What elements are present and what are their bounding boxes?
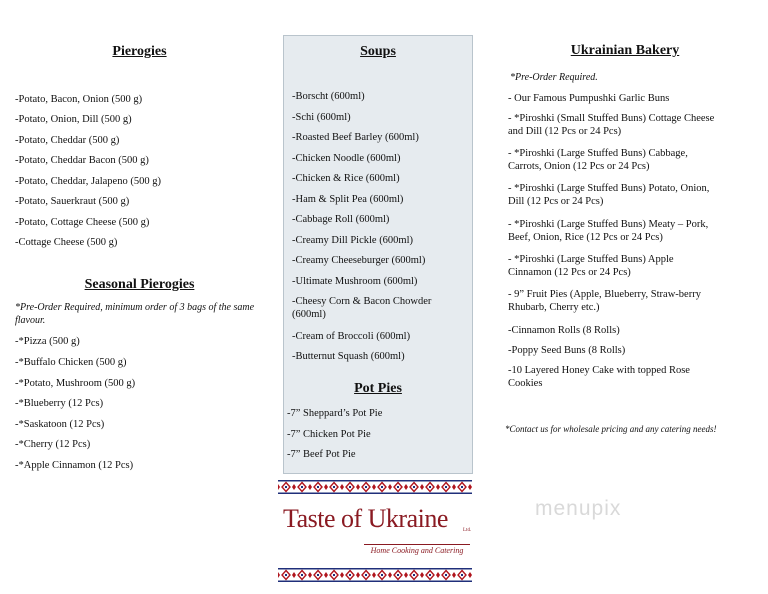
menu-item: -10 Layered Honey Cake with topped Rose Cookies [508, 365, 690, 389]
menu-item: - *Piroshki (Small Stuffed Buns) Cottage Cheese and Dill (12 Pcs or 24 Pcs) [508, 113, 715, 137]
menu-item: -Ultimate Mushroom (600ml) [292, 276, 418, 287]
menu-item: -Potato, Cheddar, Jalapeno (500 g) [15, 176, 161, 187]
menu-item: -*Cherry (12 Pcs) [15, 439, 91, 450]
menu-item: - *Piroshki (Large Stuffed Buns) Meaty – Pork, Beef, Onion, Rice (12 Pcs or 24 Pcs) [508, 219, 709, 243]
contact-note: *Contact us for wholesale pricing and any catering needs! [505, 424, 717, 434]
pierogies-title: Pierogies [112, 44, 167, 59]
menu-item: -7” Beef Pot Pie [287, 449, 356, 460]
menu-item: -Chicken Noodle (600ml) [292, 153, 401, 164]
menu-item: -7” Sheppard’s Pot Pie [287, 408, 383, 419]
menu-item: -Poppy Seed Buns (8 Rolls) [508, 345, 626, 356]
menu-item: -Schi (600ml) [292, 112, 351, 123]
menu-item: - Our Famous Pumpushki Garlic Buns [508, 93, 670, 104]
menu-item: -*Potato, Mushroom (500 g) [15, 378, 136, 389]
menu-item: -7” Chicken Pot Pie [287, 429, 371, 440]
menu-item: -Chicken & Rice (600ml) [292, 173, 400, 184]
embroidery-border-top-icon [278, 480, 472, 494]
menu-item: -Potato, Bacon, Onion (500 g) [15, 94, 143, 105]
pot-pies-title: Pot Pies [354, 381, 402, 396]
menu-item: -Cheesy Corn & Bacon Chowder (600ml) [292, 296, 432, 320]
menu-item: -Potato, Onion, Dill (500 g) [15, 114, 132, 125]
soups-title: Soups [360, 44, 396, 59]
menu-item: -Cinnamon Rolls (8 Rolls) [508, 325, 620, 336]
menu-item: -Cream of Broccoli (600ml) [292, 331, 411, 342]
menu-item: - *Piroshki (Large Stuffed Buns) Apple Cinnamon (12 Pcs or 24 Pcs) [508, 254, 674, 278]
menu-item: -Cabbage Roll (600ml) [292, 214, 390, 225]
preorder-note: *Pre-Order Required, minimum order of 3 bags of the same flavour. [15, 302, 255, 326]
menu-item: -Potato, Cheddar (500 g) [15, 135, 120, 146]
menu-item: -*Blueberry (12 Pcs) [15, 398, 104, 409]
embroidery-border-bottom-icon [278, 568, 472, 582]
logo: Taste of Ukraine [283, 504, 448, 533]
menu-item: -Butternut Squash (600ml) [292, 351, 405, 362]
seasonal-pierogies-title: Seasonal Pierogies [84, 277, 195, 292]
menu-item: -*Pizza (500 g) [15, 336, 80, 347]
menu-item: -Potato, Sauerkraut (500 g) [15, 196, 130, 207]
menu-item: -*Apple Cinnamon (12 Pcs) [15, 460, 134, 471]
menu-item: -Potato, Cheddar Bacon (500 g) [15, 155, 149, 166]
menu-item: - 9” Fruit Pies (Apple, Blueberry, Straw-berry Rhubarb, Cherry etc.) [508, 289, 701, 313]
menu-item: -Roasted Beef Barley (600ml) [292, 132, 419, 143]
menu-item: -Creamy Cheeseburger (600ml) [292, 255, 426, 266]
preorder-note: *Pre-Order Required. [510, 72, 598, 83]
menu-item: -Borscht (600ml) [292, 91, 365, 102]
soups-panel [283, 35, 473, 474]
menu-item: -Cottage Cheese (500 g) [15, 237, 118, 248]
menu-item: - *Piroshki (Large Stuffed Buns) Cabbage, Carrots, Onion (12 Pcs or 24 Pcs) [508, 148, 688, 172]
menu-item: -*Saskatoon (12 Pcs) [15, 419, 105, 430]
watermark: menupix [535, 497, 622, 520]
logo-tagline: Home Cooking and Catering [364, 544, 470, 555]
bakery-title: Ukrainian Bakery [570, 43, 680, 58]
menu-item: -Creamy Dill Pickle (600ml) [292, 235, 414, 246]
menu-item: - *Piroshki (Large Stuffed Buns) Potato, Onion, Dill (12 Pcs or 24 Pcs) [508, 183, 710, 207]
menu-item: -*Buffalo Chicken (500 g) [15, 357, 127, 368]
menu-item: -Potato, Cottage Cheese (500 g) [15, 217, 150, 228]
logo-ltd: Ltd. [463, 528, 472, 533]
menu-item: -Ham & Split Pea (600ml) [292, 194, 404, 205]
